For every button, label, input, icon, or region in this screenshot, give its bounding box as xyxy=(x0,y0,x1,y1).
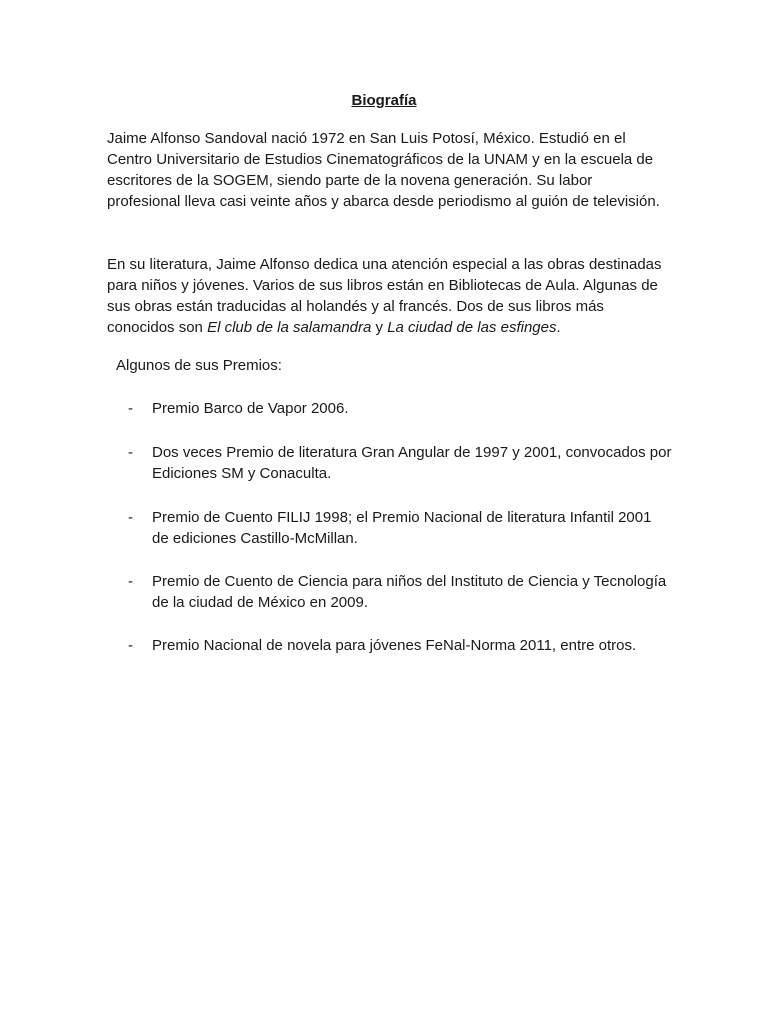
biography-paragraph: Jaime Alfonso Sandoval nació 1972 en San Luis Potosí, México. Estudió en el Centro Universitario de Estudios Cinematográficos de la UNAM y en la escuela de escritores de la SOGEM, siendo parte de la novena generación. Su labor profesional lleva casi veinte años y abarca desde periodismo al guión de televisión. xyxy=(107,130,660,210)
book-title-esfinges: La ciudad de las esfinges xyxy=(387,319,557,336)
literature-paragraph-text: En su literatura, Jaime Alfonso dedica una atención especial a las obras destinadas para niños y jóvenes. Varios de sus libros están en Bibliotecas de Aula. Algunas de sus obras están traducidas al holandés y al francés. Dos de sus libros más conocidos son xyxy=(107,256,662,336)
bullet-dash: - xyxy=(128,444,133,461)
award-text: Premio de Cuento de Ciencia para niños del Instituto de Ciencia y Tecnología de la ciudad de México en 2009. xyxy=(152,573,667,611)
bullet-dash: - xyxy=(128,573,133,590)
book-connector: y xyxy=(371,319,388,336)
bullet-dash: - xyxy=(128,400,133,417)
literature-paragraph xyxy=(107,254,667,338)
page-title: Biografía xyxy=(351,92,417,109)
award-text: Premio de Cuento FILIJ 1998; el Premio Nacional de literatura Infantil 2001 de ediciones Castillo-McMillan. xyxy=(152,509,652,547)
award-text: Premio Nacional de novela para jóvenes FeNal-Norma 2011, entre otros. xyxy=(152,637,637,654)
bullet-dash: - xyxy=(128,509,133,526)
award-text: Dos veces Premio de literatura Gran Angular de 1997 y 2001, convocados por Ediciones SM y Conaculta. xyxy=(152,444,672,482)
bullet-dash: - xyxy=(128,637,133,654)
book-title-salamandra: El club de la salamandra xyxy=(207,319,372,336)
award-text: Premio Barco de Vapor 2006. xyxy=(152,400,349,417)
awards-heading: Algunos de sus Premios: xyxy=(116,357,282,374)
paragraph-end: . xyxy=(556,319,561,336)
